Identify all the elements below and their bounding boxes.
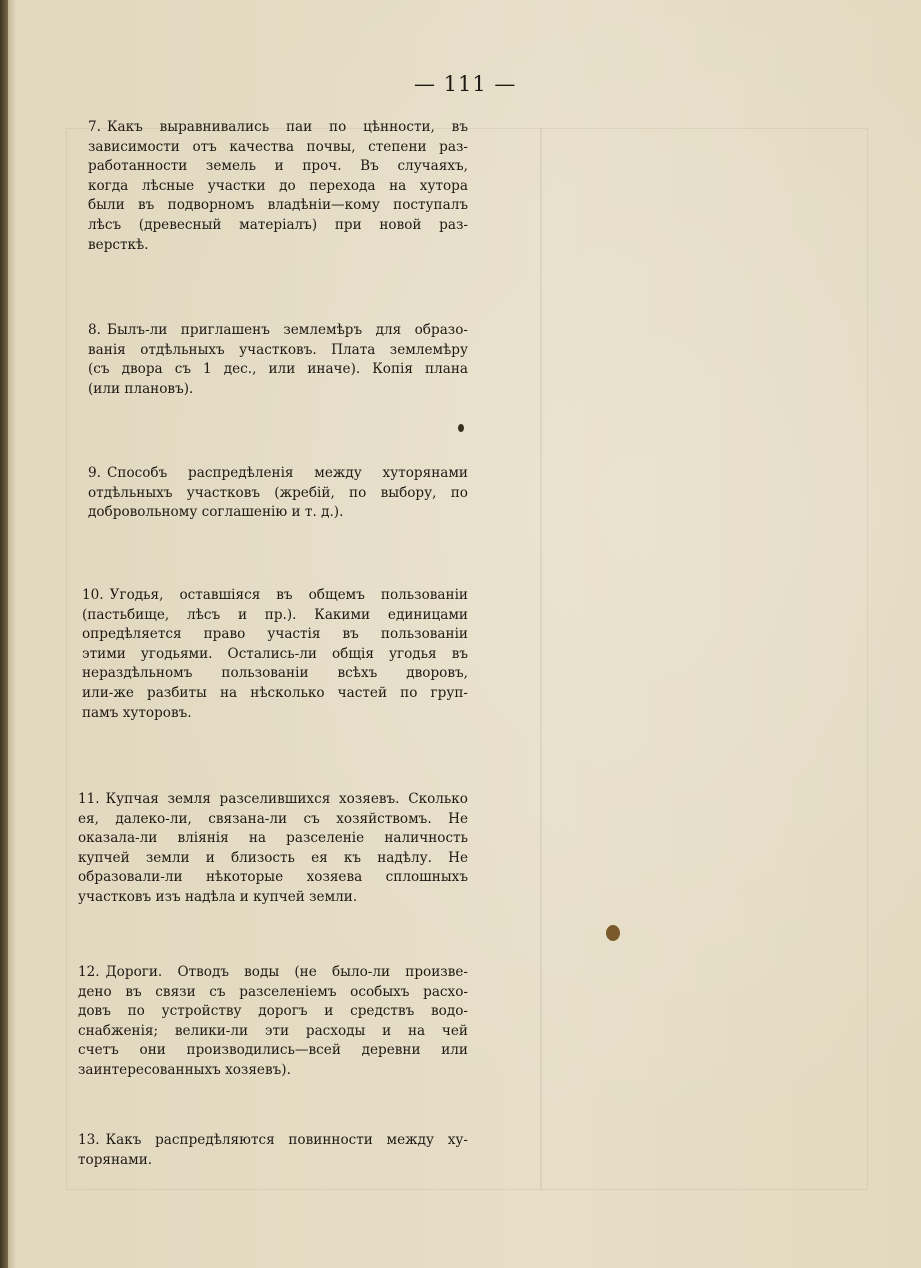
book-binding-edge (0, 0, 8, 1268)
item-line: 9. Способъ распредѣленія между хуторянами (88, 465, 468, 481)
item-number: 10. (82, 587, 104, 603)
item-line: зависимости отъ качества почвы, степени раз- (88, 138, 468, 155)
item-line: работанности земель и проч. Въ случаяхъ, (88, 158, 468, 175)
item-line: лѣсъ (древесный матеріалъ) при новой раз- (88, 216, 468, 233)
item-line: (пастьбище, лѣсъ и пр.). Какими единицами (82, 606, 468, 623)
question-item-13 (78, 1131, 468, 1170)
item-line: 8. Былъ-ли приглашенъ землемѣръ для образо- (88, 322, 468, 338)
item-line: участковъ изъ надѣла и купчей земли. (78, 888, 358, 905)
page-number: — 111 — (414, 72, 517, 96)
bleed-through-column-rule (540, 128, 542, 1190)
item-line: счетъ они производились—всей деревни или (78, 1042, 468, 1059)
item-number: 12. (78, 964, 100, 980)
item-line: добровольному соглашенію и т. д.). (88, 504, 344, 521)
item-line: 13. Какъ распредѣляются повинности между ху- (78, 1132, 468, 1148)
item-number: 9. (88, 465, 101, 481)
item-line: версткѣ. (88, 236, 149, 253)
item-line: оказала-ли вліянія на разселеніе наличность (78, 830, 468, 847)
item-line: 10. Угодья, оставшіяся въ общемъ пользованіи (82, 587, 468, 603)
item-line: заинтересованныхъ хозяевъ). (78, 1061, 291, 1078)
item-line: довъ по устройству дорогъ и средствъ водо- (78, 1003, 468, 1020)
item-line: 7. Какъ выравнивались паи по цѣнности, въ (88, 119, 468, 135)
item-line: опредѣляется право участія въ пользованіи (82, 626, 468, 643)
item-line: снабженія; велики-ли эти расходы и на чей (78, 1022, 468, 1039)
item-line: ванія отдѣльныхъ участковъ. Плата землемѣру (88, 341, 468, 358)
item-line: отдѣльныхъ участковъ (жребій, по выбору, по (88, 484, 468, 501)
item-line: памъ хуторовъ. (82, 704, 192, 721)
question-item-10 (82, 586, 468, 723)
ink-spot (458, 424, 464, 432)
item-line: купчей земли и близость ея къ надѣлу. Не (78, 849, 468, 866)
item-number: 13. (78, 1132, 100, 1148)
ink-spot (606, 925, 620, 941)
item-number: 7. (88, 119, 101, 135)
item-line: торянами. (78, 1151, 153, 1168)
question-item-11 (78, 790, 468, 908)
item-line: или-же разбиты на нѣсколько частей по груп- (82, 684, 468, 701)
item-line: 11. Купчая земля разселившихся хозяевъ. Сколько (78, 791, 468, 807)
item-line: были въ подворномъ владѣніи—кому поступалъ (88, 197, 468, 214)
item-number: 8. (88, 322, 101, 338)
item-line: этими угодьями. Остались-ли общія угодья въ (82, 645, 468, 662)
item-line: 12. Дороги. Отводъ воды (не было-ли произве- (78, 964, 468, 980)
item-line: (съ двора съ 1 дес., или иначе). Копія плана (88, 361, 468, 378)
item-line: образовали-ли нѣкоторые хозяева сплошныхъ (78, 869, 468, 886)
item-number: 11. (78, 791, 100, 807)
item-line: ея, далеко-ли, связана-ли съ хозяйствомъ. Не (78, 810, 468, 827)
item-line: (или плановъ). (88, 380, 194, 397)
question-item-12 (78, 963, 468, 1081)
item-line: нераздѣльномъ пользованіи всѣхъ дворовъ, (82, 665, 468, 682)
question-item-8 (88, 321, 468, 399)
question-item-7 (88, 118, 468, 255)
item-line: когда лѣсные участки до перехода на хутора (88, 177, 468, 194)
question-item-9 (88, 464, 468, 523)
item-line: дено въ связи съ разселеніемъ особыхъ расхо- (78, 983, 468, 1000)
